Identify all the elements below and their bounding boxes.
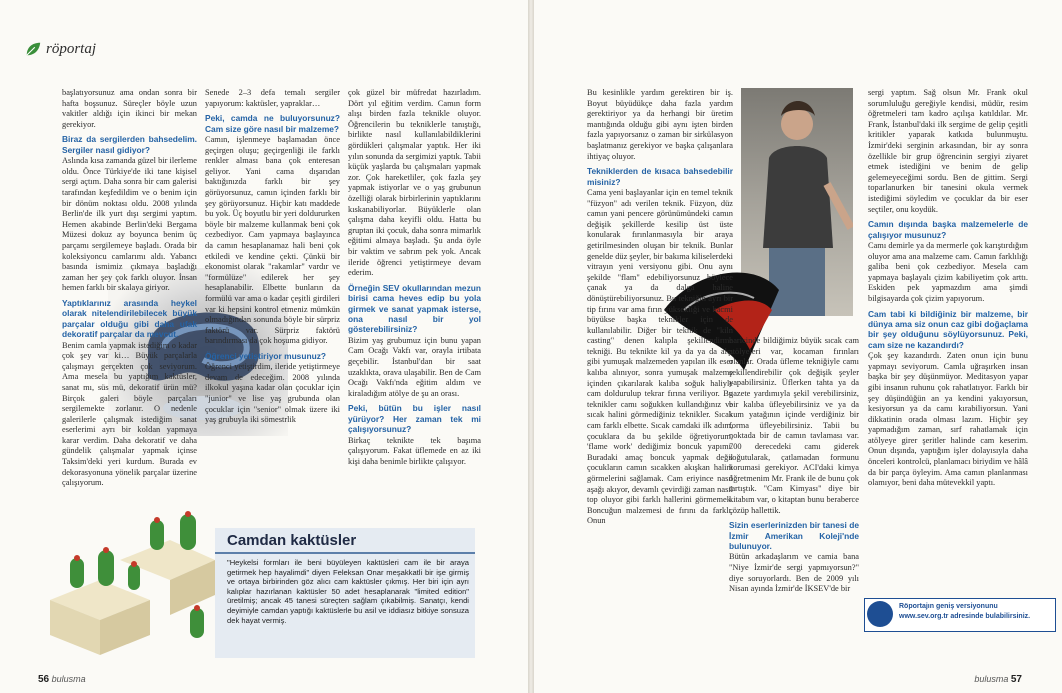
leaf-logo-icon: [24, 40, 42, 58]
question-heading: Camın dışında başka malzemelerle de çalışıyor musunuz?: [868, 219, 1028, 240]
paragraph: Cama yeni başlayanlar için en temel teknik "füzyon" adı verilen teknik. Füzyon, düz camın yani pencere görünümündeki camın değişik şekillerde kesilip üst üste konularak fırınlanmasıyla bir araya getirilmesinden oluşan bir teknik. Bunlar genelde düz şeyler, bir bakıma kiliselerdeki vitrayın yeni versiyonu gibi. Onu aynı şekilde "flam" edebiliyorsunuz böylece çanak ya da dalga haline dönüştürebiliyorsunuz. Bu tekniğin ayrı bir tip fırını var ama fırın yüksekliği ve hacmi büyükse başka teknikler için de kullanılabilir. Diğer bir teknik de "kiln casting" denen kalıpla şekillendirme tekniği. Bu teknikte kil ya da ya da alçı gibi yumuşak malzemeden yapılan ilk eser kalıba alınıyor, sonra yumuşak malzeme içinden çıkarılarak kalıba soğuk haliyle cam doldurulup tekrar fırına veriliyor. Bu teknikler camı soğukken kullandığınız ve sıcak halini görmediğiniz teknikler. Sıcak cam farklı elbette. Sıcak camdaki ilk adım, çocuklara da bu şekilde öğretiyorum, 'flame work' dediğimiz boncuk yapımı. Buradaki amaç boncuk yapmak değil çocukların camın sıcakken akışkan halini görmelerini sağlamak. Cam eriyince nasıl aşağı akıyor, devamlı çevirdiği zaman nasıl top oluyor gibi farklı hallerini görmemek. Boncuğun malzemesi de fırını da farklı. Onun: [587, 187, 733, 526]
column-3: [348, 88, 481, 528]
box-text: "Heykelsi formları ile beni büyüleyen kaktüsleri cam ile bir araya getirmek hep hayalimdi" diyen Feleksan Onar meşakkatli bir işe girmiş ve ortaya birbirinden göz alıcı cam kaktüsler çıkmış. Her biri için ayrı kalıplar hazırlanan kaktüsler 50 adet hesaplanarak "limited edition" üretilmiş; ancak 45 tanesi süreçten sağlam çıkabilmiş. Sanatçı, kendi deyimiyle camdan yaptığı kaktüslerle bu asil ve iddiasız bitkiye sonsuza dek hayat vermiş.: [227, 558, 469, 625]
paragraph: Bu kesinlikle yardım gerektiren bir iş. Boyut büyüdükçe daha fazla yardım gerektiriyor ya da herhangi bir üretim mantığında olduğu gibi aynı işten birden fazla yapıyorsanız o zaman bir sirkülasyon başlatmanız gerekiyor ve başka çalışanlara ihtiyaç oluyor.: [587, 88, 733, 161]
globe-icon: [867, 601, 893, 627]
question-heading: Yaptıklarınız arasında heykel olarak nitelendirilebilecek büyük parçalar olduğu gibi daha ufak dekoratif parçalar da mevcut.: [62, 297, 197, 340]
paragraph: Camın, işlenmeye başlamadan önce geçirgen oluşu; geçirgenliği ile farklı renkler alması bana çok enteresan geliyor. Yani cama dışarıdan baktığınızda farklı bir şey görüyorsunuz, camın içinden farklı bir şey görüyorsunuz. Hiçbir katı maddede bu yok. Üç boyutlu bir yeri doldururken böyle bir malzeme kullanmak beni çok cezbediyor. Cam yapmaya başlayınca da camın hesaplanamaz hali beni çok etkiledi ve kendine çekti. Çünkü bir ekonomist olarak "rakamlar" vardır ve "formülüze" edilerek her şey hesaplanabilir. Elbette bunların da formülü var ama o kadar çeşitli girdileri var ki hepsini kontrol etmeniz mümkün olmadığından sonunda böyle bir sürpriz faktörü var. Sürpriz faktörü barındırması da çok hoşuma gidiyor.: [205, 135, 340, 346]
column-1: [62, 88, 197, 508]
magazine-name: bulusma: [51, 674, 86, 684]
sidebar-box: [215, 528, 475, 658]
left-page: [0, 0, 528, 693]
paragraph: Bizim yaş grubumuz için bunu yapan Cam Ocağı Vakfı var, orayla irtibata geçebilir. İstanbul'dan bir saat uzaklıkta, orava ulaşabilir. Ben de Cam Ocağı Vakfı'nda eğitim aldım ve kiraladığım atölye de şu an orası.: [348, 335, 481, 398]
paragraph: Öğrenci yetiştirdim, ileride yetiştirmeye devam de edeceğim. 2008 yılında ilkokul yaşına kadar olan çocuklar için "junior" ve lise yaş grubunda olan çocuklar için "senior" olmak üzere iki yaş grubuyla iki sömestrlik: [205, 362, 340, 425]
question-heading: Peki, camda ne buluyorsunuz? Cam size göre nasıl bir malzeme?: [205, 113, 340, 134]
box-title: Camdan kaktüsler: [227, 532, 357, 549]
question-heading: Tekniklerden de kısaca bahsedebilir misiniz?: [587, 166, 733, 187]
cactus-sculptures-photo: [40, 480, 220, 655]
web-notice-line1: Röportajın geniş versiyonunu: [899, 603, 998, 610]
magazine-name: bulusma: [974, 674, 1009, 684]
page-number: 56: [38, 674, 50, 685]
question-heading: Biraz da sergilerden bahsedelim. Sergiler nasıl gidiyor?: [62, 134, 197, 155]
paragraph: sergi yaptım. Sağ olsun Mr. Frank okul sorumluluğu gereğiyle kendisi, müdür, resim öğretmeleri tam kadro açılışa katıldılar. Mr. Frank, İstanbul'daki ilk sergime de gelip çeşitli kritikler yaparak katkıda bulunmuştu. İzmir'deki serginin arkasından, bir ay sonra özellikle bir grup öğrencinin sergiyi ziyaret etmek istediğini ve benim de gelip gelemeyeceğimi sordu. Ben de gittim. Sergi toparlanurken bir tanesini okula vermek istediğimi söyledim ve çocuklar da bir eser seçtiler, onu koydük.: [868, 88, 1028, 214]
page-number: 57: [1010, 674, 1022, 685]
paragraph: Aslında kısa zamanda güzel bir ilerleme oldu. Önce Türkiye'de iki tane kişisel sergi açtım. Daha sonra bir cam galerisi tarafından keşfedildim ve o benim için bir dönüm noktası oldu. 2008 yılında Berlin'de ilk yurt dışı sergimi yaptım. Hemen akabinde Berlin'deki Bergama Müzesi dokuz ay boyunca benim üç parçamı sergilemeye başladı. Orada bir koleksiyoncu camlarımı aldı. Yabancı basında ismimiz çıkmaya başladığı zaman her şey çok farklı oluyor. İnsan hemen farklı bir skalaya giriyor.: [62, 156, 197, 293]
paragraph: Çok şey kazandırdı. Zaten onun için bunu yapmayı seviyorum. Camla uğraşırken insan başka bir şey düşünmüyor. Meditasyon yapar gibi insanın ruhunu çok rahatlatıyor. Farklı bir şey düşündüğün an ya kendini yakıyorsun, kesiyorsun ya da camı kırabiliyorsun. Yani dikkatinin orada olması lazım. Hiçbir şey yapmadığım zaman, sırf rahatlamak için atölyeye girer şeritler halinde cam keserim. Onun dışında, yaptığım işler dolayısıyla daha önceleri kontrolcü, planlamacı biriydim ve hâlâ da bir parça öyleyim. Ama camın planlanması olamıyor, beni daha mütevekkil yaptı.: [868, 351, 1028, 488]
section-header: [24, 40, 96, 58]
section-label: röportaj: [46, 40, 97, 57]
paragraph: Camı demirle ya da mermerle çok karıştırdığım oluyor ama ana malzeme cam. Camın farklılığı galiba beni çok cezbediyor. Mesela cam yapmaya başlayalı çizim kabiliyetim çok arttı. Eskiden pek yapmazdım ama şimdi bilgisayarda çok çizim yapıyorum.: [868, 240, 1028, 303]
box-rule: [215, 552, 475, 554]
web-notice-line2: www.sev.org.tr adresinde bulabilirsiniz.: [899, 613, 1031, 620]
paragraph: başlatıyorsunuz ama ondan sonra bir hafta boşsunuz. Süreçler böyle uzun vakitler aldığı için ikinci bir mekan gerekiyor.: [62, 88, 197, 129]
right-page: [534, 0, 1062, 693]
paragraph: Senede 2–3 defa temalı sergiler yapıyorum: kaktüsler, yapraklar…: [205, 88, 340, 108]
column-2: [205, 88, 340, 518]
paragraph: Birkaç teknikte tek başıma çalışıyorum. Fakat üflemede en az iki kişi daha benimle birlikte çalışıyor.: [348, 435, 481, 466]
question-heading: Öğrenci yetiştiriyor musunuz?: [205, 350, 326, 361]
web-notice: [864, 598, 1056, 632]
page-number-left: [38, 674, 86, 685]
paragraph: Bütün arkadaşlarım ve camia bana "Niye İzmir'de sergi yapmıyorsun?" diye soruyorlardı. Ben de 2009 yılı Nisan ayında İzmir'de İKSEV'de bir: [729, 552, 859, 594]
page-number-right: [974, 674, 1022, 685]
question-heading: Peki, bütün bu işler nasıl yürüyor? Her zaman tek mi çalışıyorsunuz?: [348, 403, 481, 435]
question-heading: Örneğin SEV okullarından mezun birisi cama heves edip bu yola girmek ve sanat yapmak isterse, ona nasıl bir yol gösterebilirsiniz?: [348, 282, 481, 335]
column-6: [868, 88, 1028, 588]
question-heading: Sizin eserlerinizden bir tanesi de İzmir Amerikan Koleji'nde bulunuyor.: [729, 520, 859, 551]
paragraph: haricinde bildiğimiz büyük sıcak cam atölyeleri var, kocaman fırınları olanlar. Orada üfleme tekniğiyle camı şekillendirebilir çok değişik şeyler yapabilirsiniz. Üflerken tahta ya da gazete yardımıyla şekil verebilirsiniz, bir kalıba üfleyebilirsiniz ve ya da kum yatağının içinde verdiğiniz bir forma üfleyebilirsiniz. Tabii bu noktada bir de camın tavlaması var. 700 derecedeki camı giderek soğutularak, çatlamadan formunu korumasi gerekiyor. ACI'daki kimya öğretmenim Mr. Frank ile de bunu çok tartıştık. "Cam Kimyası" diye bir kitabım var, o kitaptan bunu beraberce çözüp hallettik.: [729, 336, 859, 515]
paragraph: çok güzel bir müfredat hazırladım. Dört yıl eğitim verdim. Camın form alışı birden fazla teknikle oluyor. Öğrencilerin bu tekniklerle tanıştığı, birlikte nasıl kullanılabildiklerini gördükleri çalışmalar yaptık. Her iki yılın sonunda da sergimizi yaptık. Tabii küçük yaşlarda bu çalışmaları yapmak zor. Çok hareketliler, çok fazla şey yapmak istiyorlar ve o yaş grubunun özelliği olarak birbirlerinin yaptıklarını kıskanabiliyorlar. Büyüklerle olan çalışma daha keyifli oldu. Hatta bu gruptan iki çocuk, daha sonra mimarlık eğitimi almaya başladı. Şu anda öyle bir vaktim ve sabrım pek yok. Ancak ileride öğrenci yetiştirmeye devam ederim.: [348, 88, 481, 278]
paragraph: Benim camla yapmak istediğim o kadar çok şey var ki… Büyük parçalarla çalışmayı gerçekten çok seviyorum. Ama mesela bu yaptığım kaktüsler, sanat mı, süs mü, dekoratif ürün mü? Birçok galeri böyle parçaları sergilemekte zorlanır. O nedenle galerilerle çalışmak istediğim sanat eserlerimi ayrı bir koldan yapmaya karar verdim. Daha dekoratif ve daha gündelik çalışmalar yapmak içinse Taksim'deki yeri kurdum. Burada ev dekorasyonuna yönelik parçalar üzerine çalışıyorum.: [62, 340, 197, 488]
question-heading: Cam tabi ki bildiğiniz bir malzeme, bir dünya ama siz onun caz gibi doğaçlama bir şey olduğunu söylüyorsunuz. Peki, cam size ne kazandırdı?: [868, 308, 1028, 350]
column-4: [587, 88, 733, 648]
column-5: [729, 336, 859, 648]
